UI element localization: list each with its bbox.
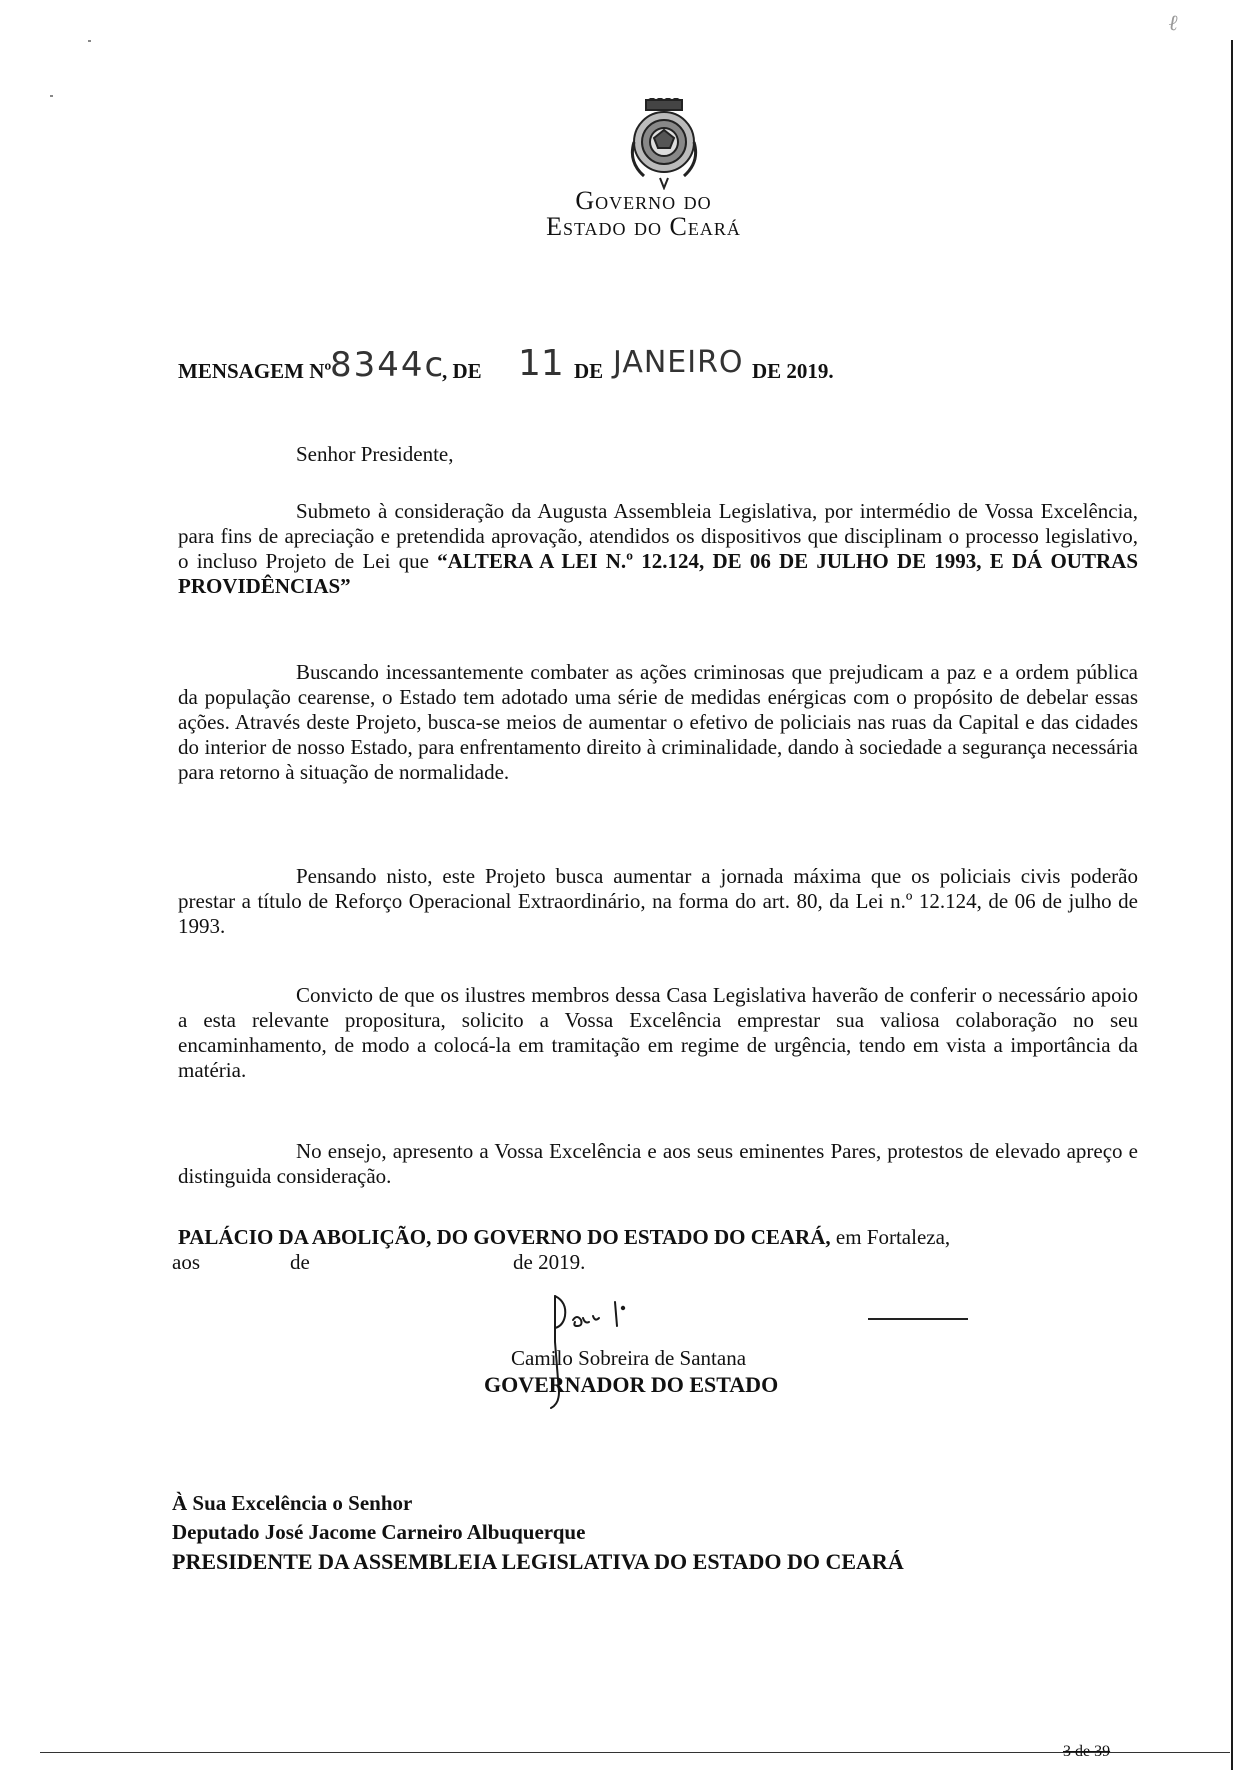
letterhead-line-governo: Governo do [575, 186, 712, 215]
paragraph-1 [178, 499, 1138, 599]
message-header [178, 345, 1078, 405]
date-year: de 2019. [513, 1250, 586, 1274]
paragraph-1-text: Submeto à consideração da Augusta Assembleia Legislativa, por intermédio de Vossa Excelência, para fins de apreciação e pretendida aprovação, atendidos os dispositivos que disciplinam o processo legislativo, o incluso Projeto de Lei que [178, 499, 1138, 573]
paragraph-5: No ensejo, apresento a Vossa Excelência e aos seus eminentes Pares, protestos de elevado apreço e distinguida consideração. [178, 1139, 1138, 1188]
scan-speck [50, 95, 53, 97]
addressee-line-2: Deputado José Jacome Carneiro Albuquerque [172, 1520, 586, 1544]
paragraph-4: Convicto de que os ilustres membros dessa Casa Legislativa haverão de conferir o necessário apoio a esta relevante propositura, solicito a Vossa Excelência emprestar sua valiosa colaboração no seu encaminhamento, de modo a colocá-la em tramitação em regime de urgência, tendo em vista a importância da matéria. [178, 983, 1138, 1082]
closing-place-bold: PALÁCIO DA ABOLIÇÃO, DO GOVERNO DO ESTADO DO CEARÁ, [178, 1225, 831, 1249]
message-sep-de-2: DE [574, 359, 604, 383]
footer-rule [40, 1752, 1230, 1753]
salutation: Senhor Presidente, [296, 442, 454, 466]
message-sep-de-1: , DE [442, 359, 482, 383]
date-de: de [290, 1250, 310, 1274]
handwritten-month: JANEIRO [613, 345, 744, 380]
addressee-line-3: PRESIDENTE DA ASSEMBLEIA LEGISLATIVA DO ESTADO DO CEARÁ [172, 1549, 904, 1574]
letterhead-line-estado: Estado do Ceará [546, 212, 741, 241]
message-year: DE 2019. [752, 359, 834, 383]
state-coat-of-arms-icon [624, 98, 704, 190]
paragraph-2: Buscando incessantemente combater as ações criminosas que prejudicam a paz e a ordem pública da população cearense, o Estado tem adotado uma série de medidas enérgicas com o propósito de debelar essas ações. Através deste Projeto, busca-se meios de aumentar o efetivo de policiais nas ruas da Capital e das cidades do interior de nosso Estado, para enfrentamento direito à criminalidade, dando à sociedade a segurança necessária para retorno à situação de normalidade. [178, 660, 1138, 784]
handwritten-day: 11 [518, 343, 564, 384]
addressee-line-1: À Sua Excelência o Senhor [172, 1491, 413, 1515]
handwritten-message-number: 8344c [330, 345, 446, 385]
bill-title: “ALTERA A LEI N.º 12.124, DE 06 DE JULHO DE 1993, E DÁ OUTRAS PROVIDÊNCIAS” [178, 549, 1138, 598]
scan-stray-mark: ℓ [1166, 9, 1182, 36]
signature-dash [868, 1318, 968, 1320]
closing-place-rest: em Fortaleza, [830, 1225, 951, 1249]
scan-edge-line [1231, 40, 1233, 1770]
signer-name: Camilo Sobreira de Santana [511, 1346, 747, 1370]
signer-role: GOVERNADOR DO ESTADO [484, 1372, 779, 1397]
paragraph-3: Pensando nisto, este Projeto busca aumentar a jornada máxima que os policiais civis poderão prestar a título de Reforço Operacional Extraordinário, na forma do art. 80, da Lei n.º 12.124, de 06 de julho de 1993. [178, 864, 1138, 938]
date-aos: aos [172, 1250, 200, 1274]
message-label: MENSAGEM Nº [178, 359, 332, 383]
closing-place [178, 1225, 1138, 1250]
page-counter: 3 de 39 [1063, 1743, 1111, 1760]
scan-speck [88, 40, 91, 42]
